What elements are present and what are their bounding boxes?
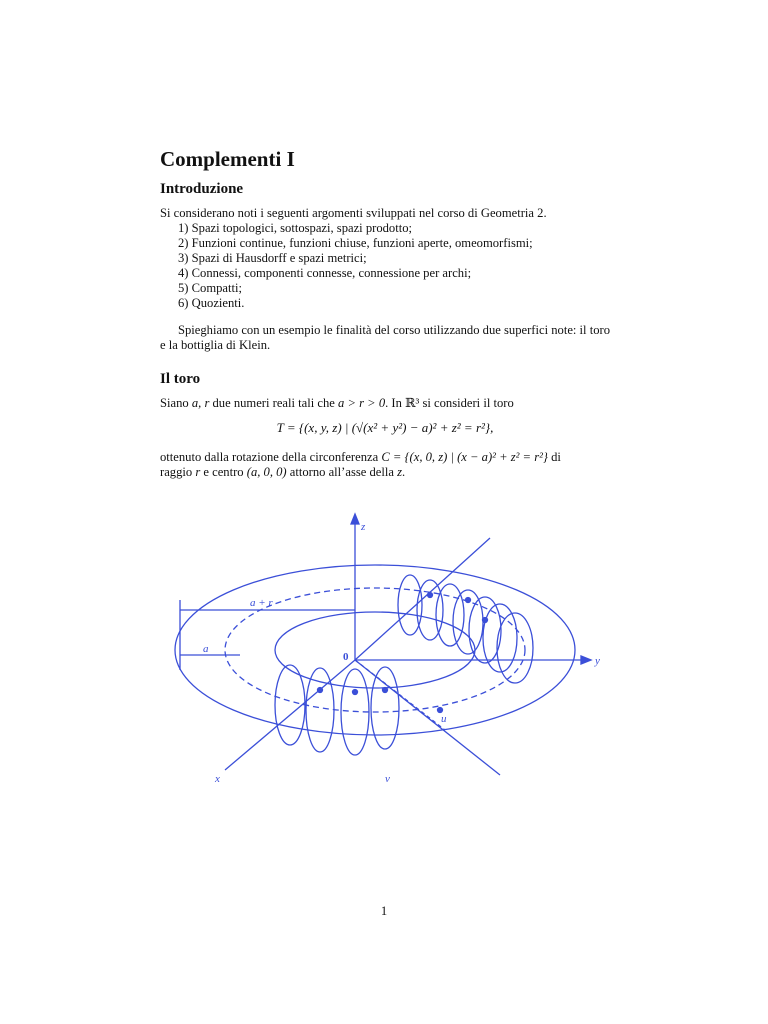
angle-label-u: u [441,713,447,725]
axis-label-y: y [595,655,600,667]
math-center: (a, 0, 0) [246,465,287,479]
axis-label-z: z [361,521,366,533]
list-item: 5) Compatti; [178,281,243,295]
math-vars: a, r [191,396,210,410]
list-item: 2) Funzioni continue, funzioni chiuse, funzioni aperte, omeomorfismi; [178,236,533,250]
point-marker [353,690,358,695]
origin-label: 0 [343,651,349,663]
axis-label-x: x [215,773,220,785]
torus-figure [155,500,625,800]
torus-equation: T = {(x, y, z) | (√(x² + y²) − a)² + z² = r²}, [276,420,494,435]
meridian-circle [417,580,443,640]
text-run: raggio [160,465,196,479]
section-heading-introduzione: Introduzione [160,181,244,197]
math-circle: C = {(x, 0, z) | (x − a)² + z² = r²} [381,450,548,464]
document-title: Complementi I [160,147,295,171]
point-marker [383,688,388,693]
math-axis: z [397,465,403,479]
text-run: ottenuto dalla rotazione della circonferenza [160,450,382,464]
list-item: 3) Spazi di Hausdorff e spazi metrici; [178,251,367,265]
text-run: si consideri il toro [419,396,514,410]
dimension-label-a: a [203,643,209,655]
text-run: . [402,465,406,479]
text-run: attorno all’asse della [286,465,398,479]
rotation-description-line [160,450,610,480]
meridian-circle [436,584,464,646]
text-run: di [547,450,561,464]
y-axis-arrow [581,656,591,664]
meridian-circle [371,667,399,749]
list-item: 6) Quozienti. [178,296,245,310]
section-heading-il-toro: Il toro [160,371,201,387]
page-number: 1 [380,904,388,918]
list-item: 4) Connessi, componenti connesse, connessione per archi; [178,266,472,280]
point-marker [466,598,471,603]
math-radius: r [195,465,201,479]
torus-outer-contour [175,565,575,735]
angle-label-v: v [385,773,390,785]
list-item: 1) Spazi topologici, sottospazi, spazi prodotto; [178,221,412,235]
intro-purpose-paragraph: Spieghiamo con un esempio le finalità del corso utilizzando due superfici note: il toro e la bottiglia di Klein. [160,323,610,352]
prerequisite-list [178,221,533,311]
math-inequality: a > r > 0 [338,396,386,410]
meridian-circle [275,665,305,745]
text-run: e centro [200,465,247,479]
radial-line [355,660,500,775]
point-marker [428,593,433,598]
point-marker [483,618,488,623]
text-run: Siano [160,396,192,410]
text-run: . In [385,396,406,410]
math-space: ℝ³ [405,396,420,410]
intro-lead-paragraph: Si considerano noti i seguenti argomenti sviluppati nel corso di Geometria 2. [160,206,547,220]
point-marker [318,688,323,693]
dimension-label-a-plus-r: a + r [250,597,273,609]
meridian-circle [306,668,334,752]
text-run: due numeri reali tali che [209,396,339,410]
torus-definition-line [160,396,610,411]
z-axis-arrow [351,514,359,524]
point-marker [438,708,443,713]
